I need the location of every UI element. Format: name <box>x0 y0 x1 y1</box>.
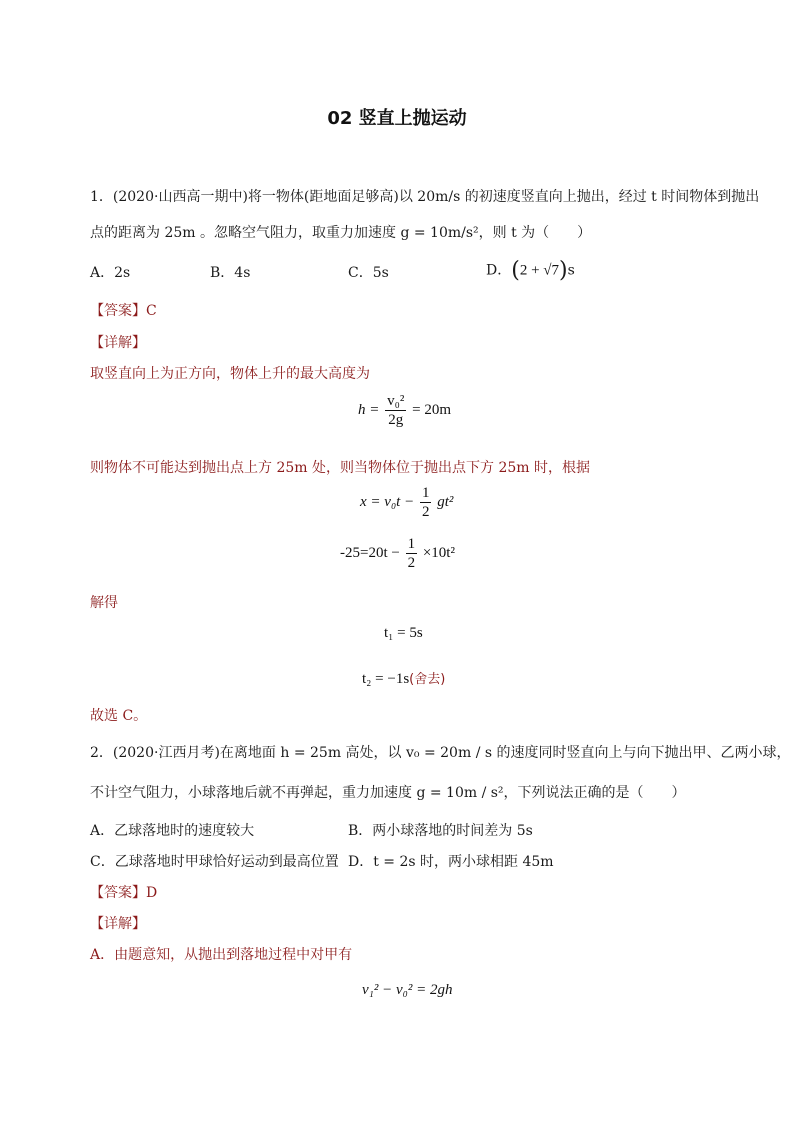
eq2-rhs: gt² <box>437 493 454 510</box>
q1-equation-t1: t₁ = 5s <box>384 625 423 641</box>
q2-option-a: A．乙球落地时的速度较大 <box>90 823 255 839</box>
q1-option-d-unit: s <box>567 262 575 279</box>
q1-solution-text-4: 故选 C。 <box>90 708 148 724</box>
q2-detail-label: 【详解】 <box>90 916 146 932</box>
eq2-lhs: x = v₀t − <box>360 493 415 510</box>
eq2-fraction <box>420 484 432 521</box>
eq3-lhs: -25=20t − <box>340 544 400 561</box>
q2-equation-1 <box>362 982 452 999</box>
q1-equation-max-height <box>358 392 451 429</box>
q2-answer: 【答案】D <box>90 885 158 901</box>
q1-detail-label: 【详解】 <box>90 335 146 351</box>
q1-option-c: C．5s <box>348 265 389 281</box>
q2-solution-text-1: A．由题意知，从抛出到落地过程中对甲有 <box>90 947 353 963</box>
question-1-line-1: 1．(2020·山西高一期中)将一物体(距地面足够高)以 20m/s 的初速度竖直向上抛出，经过 t 时间物体到抛出 <box>90 189 760 205</box>
eq3-numerator: 1 <box>407 536 416 552</box>
q1-option-b: B．4s <box>210 265 251 281</box>
q2-eq1-text: v₁² − v₀² = 2gh <box>362 982 453 998</box>
eq2-numerator: 1 <box>421 485 430 501</box>
q1-solution-text-1: 取竖直向上为正方向，物体上升的最大高度为 <box>90 366 370 382</box>
q2-option-c: C．乙球落地时甲球恰好运动到最高位置 <box>90 854 339 870</box>
q1-solution-text-3: 解得 <box>90 595 118 611</box>
eq1-denominator: 2g <box>388 412 404 428</box>
eq5-note: (舍去) <box>409 672 446 687</box>
eq1-lhs: h = <box>358 401 380 418</box>
q1-answer: 【答案】C <box>90 303 157 319</box>
eq3-fraction <box>406 535 418 572</box>
eq1-fraction <box>385 392 406 429</box>
q1-equation-displacement <box>360 484 453 521</box>
question-2-line-1: 2．(2020·江西月考)在离地面 h = 25m 高处，以 v₀ = 20m / s 的速度同时竖直向上与向下抛出甲、乙两小球， <box>90 745 791 761</box>
eq1-rhs: = 20m <box>412 401 451 418</box>
q1-option-d-label: D． <box>486 262 512 279</box>
q1-solution-text-2: 则物体不可能达到抛出点上方 25m 处，则当物体位于抛出点下方 25m 时，根据 <box>90 460 590 476</box>
q2-option-d: D．t = 2s 时，两小球相距 45m <box>348 854 554 870</box>
q1-option-d: D．(2 + √7)s <box>486 258 575 283</box>
eq3-rhs: ×10t² <box>422 544 455 561</box>
q2-option-b: B．两小球落地的时间差为 5s <box>348 823 533 839</box>
q1-option-d-expr: 2 + √7 <box>519 262 560 279</box>
question-2-line-2: 不计空气阻力，小球落地后就不再弹起，重力加速度 g = 10m / s²，下列说法正确的是（ ） <box>90 785 686 801</box>
q1-option-a: A．2s <box>90 265 131 281</box>
eq1-numerator: v₀² <box>387 393 405 409</box>
eq5-main: t₂ = −1s <box>362 671 410 687</box>
page-title: 02 竖直上抛运动 <box>327 108 467 129</box>
q1-equation-substituted <box>340 535 455 572</box>
eq3-denominator: 2 <box>407 555 416 571</box>
q1-equation-t2 <box>362 668 445 688</box>
question-1-line-2: 点的距离为 25m 。忽略空气阻力，取重力加速度 g = 10m/s²，则 t 为（ ） <box>90 225 592 241</box>
eq2-denominator: 2 <box>421 504 430 520</box>
